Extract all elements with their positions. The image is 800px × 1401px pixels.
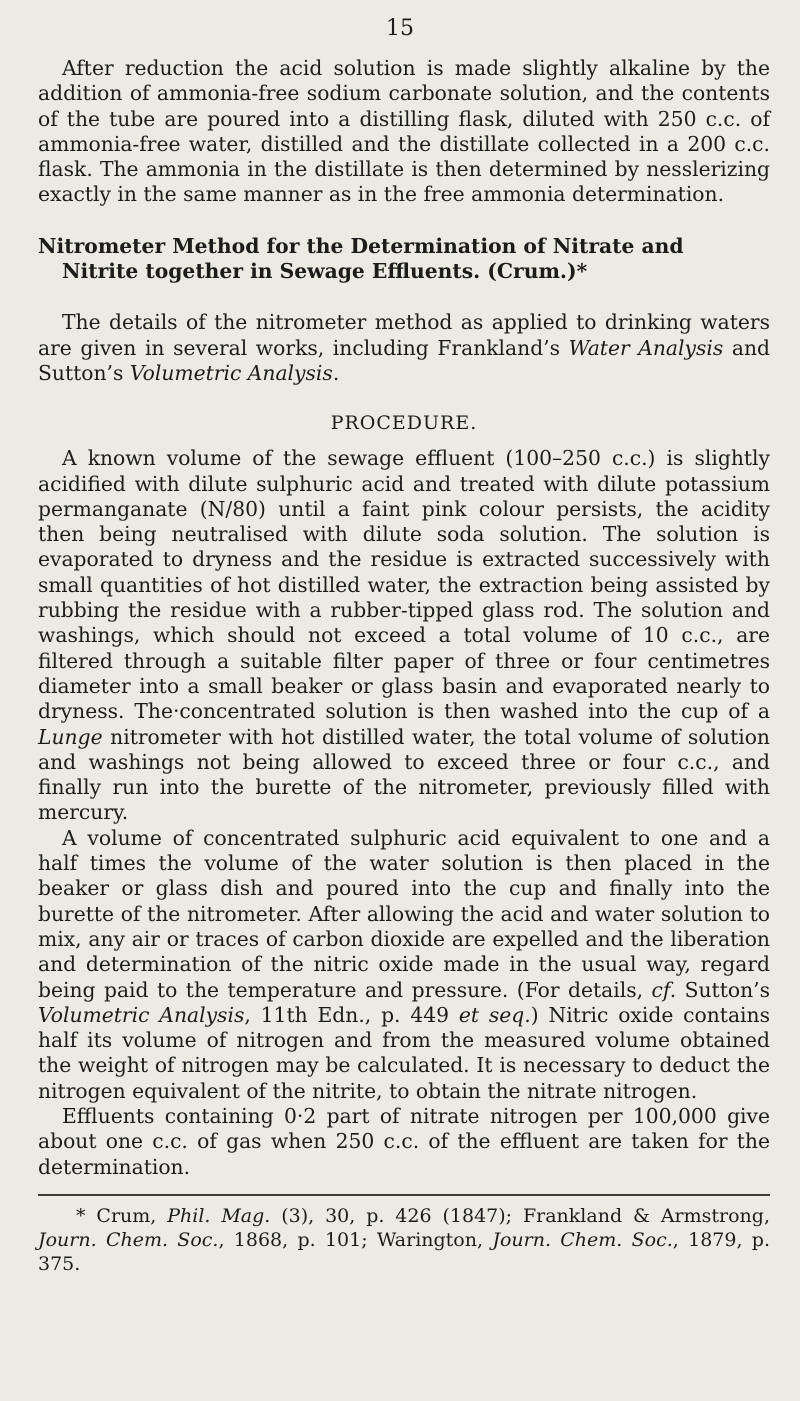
- text-span: A volume of concentrated sulphuric acid equivalent to one and a half times the volume of the water solution is then placed in the beaker or glass dish and poured into the cup and finally into the burette of the nitrometer. After allowing the acid and water solution to mix, any air or traces of carbon dioxide are expelled and the liberation and determination of the nitric oxide made in the usual way, regard being paid to the temperature and pressure. (For details,: [38, 825, 770, 1002]
- text-span: Sutton’s: [676, 977, 770, 1002]
- book-title: Water Analysis: [568, 335, 724, 360]
- text-span: , 1868, p. 101; Warington,: [218, 1228, 493, 1251]
- text-span: .: [332, 360, 340, 385]
- italic-name: Lunge: [38, 724, 103, 749]
- section-heading-nitrometer: [38, 234, 770, 285]
- text-span: nitrometer with hot distilled water, the total volume of solution and washings not being allowed to exceed three or four c.c., and finally run into the burette of the nitrometer, previously filled with mercury.: [38, 724, 770, 825]
- book-title: Volumetric Analysis: [129, 360, 333, 385]
- footnote: [38, 1204, 770, 1276]
- page-number: 15: [386, 16, 414, 41]
- text-span: ) Nitric oxide contains half its volume of nitrogen and from the measured volume obtained the weight of nitrogen may be calculated. It is necessary to deduct the nitrogen equivalent of the nitrite, to obtain the nitrate nitrogen.: [38, 1002, 770, 1103]
- text-span: The details of the nitrometer method as applied to drinking waters are given in several works, including Frankland’s: [38, 310, 770, 360]
- paragraph-sulphuric-acid: [38, 826, 770, 1104]
- paragraph-details: [38, 310, 770, 386]
- italic-abbrev: cf.: [651, 977, 677, 1002]
- italic-abbrev: et seq.: [458, 1002, 531, 1027]
- book-title: Volumetric Analysis: [38, 1002, 245, 1027]
- paragraph-reduction: After reduction the acid solution is made slightly alkaline by the addition of ammonia-free sodium carbonate solution, and the contents of the tube are poured into a distilling flask, diluted with 250 c.c. of ammonia-free water, distilled and the distillate collected in a 200 c.c. flask. The ammonia in the distillate is then determined by nesslerizing exactly in the same manner as in the free ammonia determination.: [38, 56, 770, 207]
- heading-line-2: Nitrite together in Sewage Effluents. (Crum.)*: [62, 259, 588, 284]
- footnote-divider: [38, 1194, 770, 1196]
- text-span: A known volume of the sewage effluent (100–250 c.c.) is slightly acidified with dilute sulphuric acid and treated with dilute potassium permanganate (N/80) until a faint pink colour persists, the acidity then being neutralised with dilute soda solution. The solution is evaporated to dryness and the residue is extracted successively with small quantities of hot distilled water, the extraction being assisted by rubbing the residue with a rubber-tipped glass rod. The solution and washings, which should not exceed a total volume of 10 c.c., are filtered through a suitable filter paper of three or four centimetres diameter into a small beaker or glass basin and evaporated nearly to dryness. The·concentrated solution is then washed into the cup of a: [38, 446, 770, 724]
- journal-title: Journ. Chem. Soc.: [38, 1228, 219, 1251]
- text-span: and Sutton’s: [38, 335, 770, 385]
- page-content: [38, 56, 770, 1276]
- text-span: , 1879, p. 375.: [38, 1228, 770, 1275]
- text-span: , 11th Edn., p. 449: [244, 1002, 459, 1027]
- journal-title: Journ. Chem. Soc.: [492, 1228, 673, 1251]
- paragraph-procedure: [38, 446, 770, 825]
- paragraph-effluents: Effluents containing 0·2 part of nitrate nitrogen per 100,000 give about one c.c. of gas when 250 c.c. of the effluent are taken for the determination.: [38, 1103, 770, 1179]
- text-span: (3), 30, p. 426 (1847); Frankland & Armstrong,: [270, 1204, 770, 1227]
- heading-line-1: Nitrometer Method for the Determination of Nitrate and: [38, 233, 684, 258]
- procedure-heading: PROCEDURE.: [330, 412, 478, 435]
- text-span: * Crum,: [76, 1204, 168, 1227]
- journal-title: Phil. Mag.: [167, 1204, 271, 1227]
